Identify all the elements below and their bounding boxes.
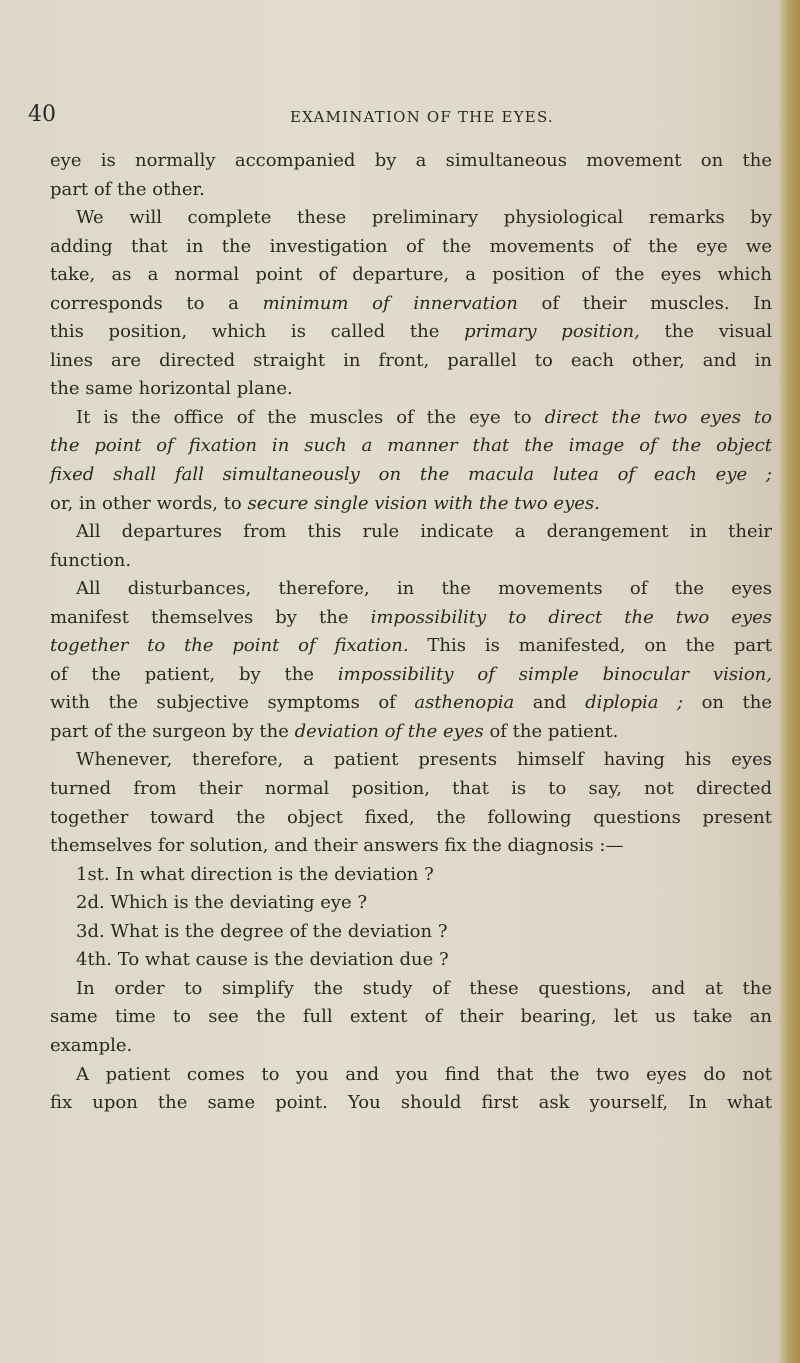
text-line: A patient comes to you and you find that the two eyes do not xyxy=(76,1063,772,1085)
text-line: In order to simplify the study of these questions, and at the xyxy=(76,977,772,999)
text-line: It is the office of the muscles of the eye to direct the two eyes to xyxy=(76,406,772,428)
text-line: eye is normally accompanied by a simultaneous movement on the xyxy=(50,150,772,171)
body-text xyxy=(50,147,772,1118)
text-line: turned from their normal position, that is to say, not directed xyxy=(50,778,772,800)
text-line: All departures from this rule indicate a derangement in their xyxy=(76,521,772,543)
text-line: Whenever, therefore, a patient presents himself having his eyes xyxy=(76,749,772,771)
text-line: with the subjective symptoms of asthenopia and diplopia ; on the xyxy=(50,692,772,714)
text-line: part of the other. xyxy=(50,178,205,200)
text-line: same time to see the full extent of their bearing, let us take an xyxy=(50,1006,772,1028)
text-line: corresponds to a minimum of innervation of their muscles. In xyxy=(50,292,772,314)
text-line: or, in other words, to secure single vision with the two eyes. xyxy=(50,492,600,514)
text-line: the same horizontal plane. xyxy=(50,378,293,400)
text-line: 1st. In what direction is the deviation ? xyxy=(76,863,434,885)
text-line: manifest themselves by the impossibility to direct the two eyes xyxy=(50,606,773,628)
text-line: take, as a normal point of departure, a position of the eyes which xyxy=(50,264,772,286)
text-line: the point of fixation in such a manner that the image of the object xyxy=(50,435,772,457)
text-line: We will complete these preliminary physiological remarks by xyxy=(76,207,772,229)
text-line: of the patient, by the impossibility of simple binocular vision, xyxy=(50,663,772,685)
running-head: EXAMINATION OF THE EYES. xyxy=(290,108,554,126)
text-line: part of the surgeon by the deviation of the eyes of the patient. xyxy=(50,720,619,742)
text-line: fixed shall fall simultaneously on the macula lutea of each eye ; xyxy=(50,464,772,486)
text-line: adding that in the investigation of the movements of the eye we xyxy=(50,235,772,257)
text-line: themselves for solution, and their answers fix the diagnosis :— xyxy=(50,835,624,857)
text-line: this position, which is called the primary position, the visual xyxy=(50,321,772,343)
text-line: example. xyxy=(50,1034,133,1056)
page-number: 40 xyxy=(28,102,56,127)
text-line: together toward the object fixed, the following questions present xyxy=(50,806,772,828)
text-line: All disturbances, therefore, in the movements of the eyes xyxy=(76,578,772,600)
text-line: 3d. What is the degree of the deviation ? xyxy=(76,920,448,942)
text-line: function. xyxy=(50,549,132,571)
page-header xyxy=(0,102,800,132)
text-line: 2d. Which is the deviating eye ? xyxy=(76,892,368,914)
text-line: 4th. To what cause is the deviation due ? xyxy=(76,949,449,971)
text-line: lines are directed straight in front, parallel to each other, and in xyxy=(50,349,772,371)
text-line: together to the point of fixation. This is manifested, on the part xyxy=(50,635,772,657)
page-edge xyxy=(778,0,800,1363)
text-line: fix upon the same point. You should first ask yourself, In what xyxy=(50,1092,772,1114)
